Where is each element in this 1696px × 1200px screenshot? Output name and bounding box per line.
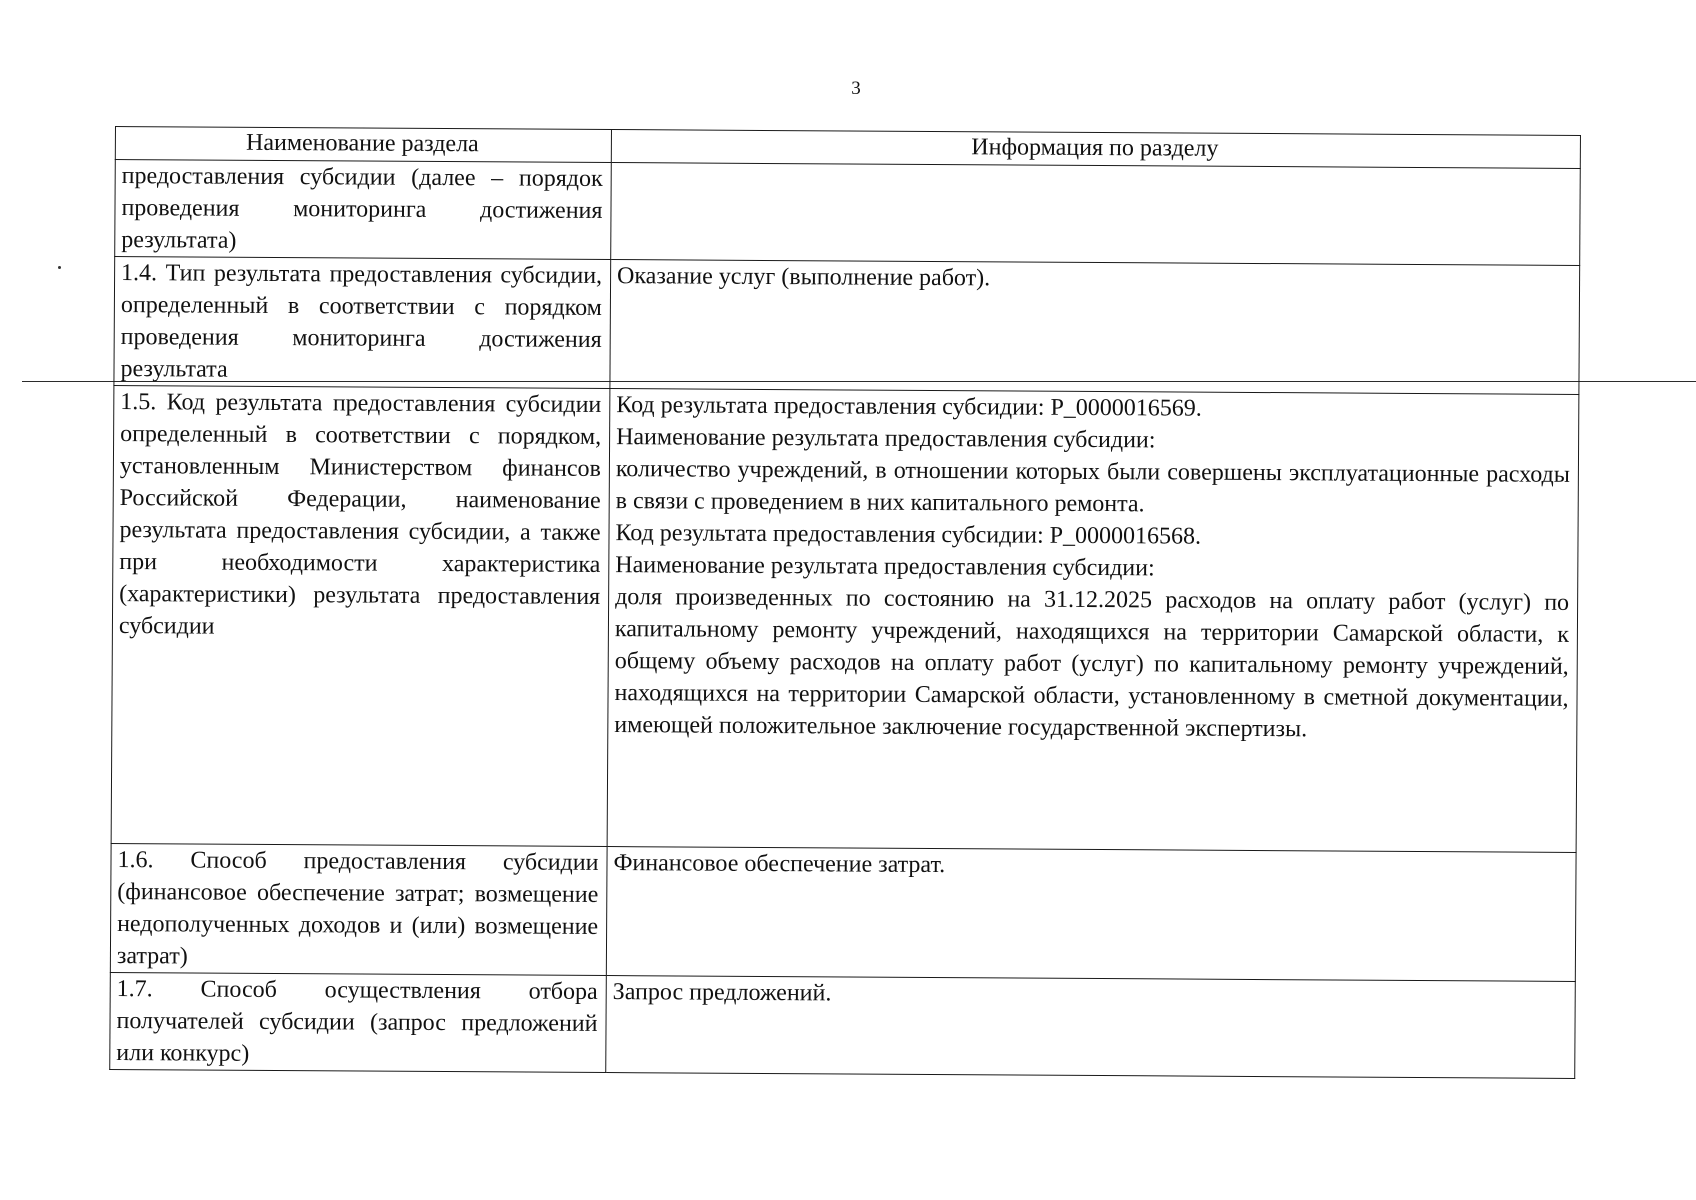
table-row [110, 843, 1576, 981]
section-cell: 1.4. Тип результата предоставления субсидии, определенный в соответствии с порядком проведения мониторинга достижения результата [114, 257, 611, 389]
info-cell [606, 847, 1576, 982]
info-paragraph: доля произведенных по состоянию на 31.12.2025 расходов на оплату работ (услуг) по капитальному ремонту учреждений, находящихся на территории Самарской области, к общему объему расходов на оплату работ (услуг) по капитальному ремонту учреждений, находящихся на территории Самарской области, установленному в сметной документации, имеющей положительное заключение государственной экспертизы. [614, 584, 1570, 743]
table-row [110, 972, 1576, 1078]
table-row [114, 257, 1580, 395]
page-number: 3 [851, 78, 861, 99]
info-paragraph: Код результата предоставления субсидии: P_0000016568. [615, 520, 1202, 550]
header-section-name: Наименование раздела [115, 127, 611, 163]
table-row [115, 160, 1581, 266]
section-cell: 1.7. Способ осуществления отбора получателей субсидии (запрос предложений или конкурс) [110, 972, 607, 1072]
section-cell: предоставления субсидии (далее – порядок проведения мониторинга достижения результата) [115, 160, 612, 260]
info-paragraph: Запрос предложений. [612, 979, 832, 1007]
header-section-info: Информация по разделу [611, 130, 1580, 169]
section-cell: 1.6. Способ предоставления субсидии (финансовое обеспечение затрат; возмещение недополученных доходов и (или) возмещение затрат) [110, 843, 607, 975]
table-row [111, 385, 1579, 852]
info-paragraph: Оказание услуг (выполнение работ). [617, 263, 991, 292]
info-paragraph: количество учреждений, в отношении которых были совершены эксплуатационные расходы в связи с проведением в них капитального ремонта. [615, 456, 1570, 518]
info-paragraph: Наименование результата предоставления субсидии: [615, 552, 1155, 582]
info-paragraph: Наименование результата предоставления субсидии: [616, 424, 1156, 454]
section-cell: 1.5. Код результата предоставления субсидии определенный в соответствии с порядком, установленным Министерством финансов Российской Федерации, наименование результата предоставления субсидии, а также при необходимости характеристика (характеристики) результата предоставления субсидии [111, 385, 610, 846]
info-cell [607, 389, 1579, 853]
info-paragraph: Код результата предоставления субсидии: P_0000016569. [616, 392, 1202, 422]
scan-artifact-dot [58, 266, 61, 269]
section-info-table [109, 126, 1581, 1079]
info-paragraph: Финансовое обеспечение затрат. [613, 850, 946, 879]
info-cell [606, 976, 1576, 1079]
info-cell [610, 260, 1580, 395]
info-cell [611, 163, 1581, 266]
